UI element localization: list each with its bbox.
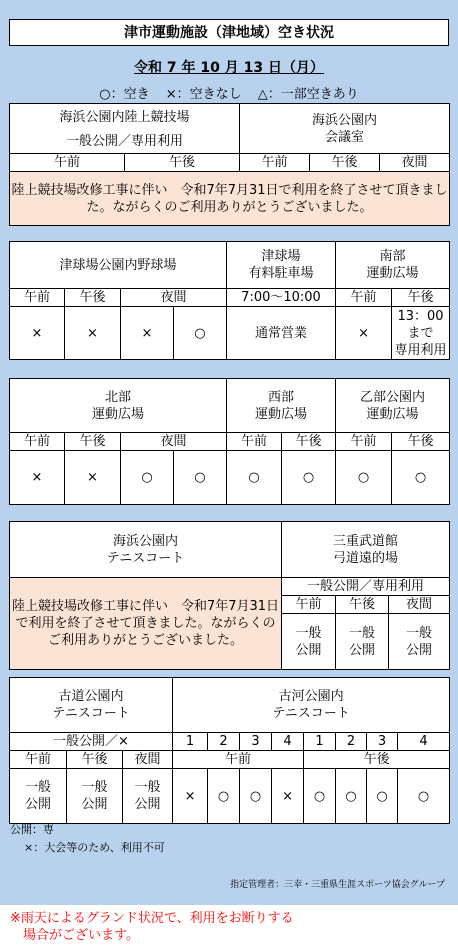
- slot-header: 午前: [282, 596, 336, 614]
- slot-header: 午前: [10, 154, 125, 172]
- legend: [0, 83, 458, 102]
- parking-hours: 7:00～10:00: [227, 289, 336, 307]
- status-cell: 一般 公開: [389, 614, 450, 670]
- status-cell: ○: [282, 451, 336, 505]
- facility-budokan: 三重武道館 弓道遠的場: [282, 522, 450, 578]
- facility-yakyujo: 津球場公園内野球場: [10, 242, 227, 289]
- slot-header: 午後: [65, 433, 121, 451]
- status-cell: ×: [10, 451, 65, 505]
- slot-header: 午後: [336, 596, 389, 614]
- slot-header: 午前: [10, 433, 65, 451]
- legend-available: ○：空き: [99, 87, 150, 102]
- court-number: 3: [240, 733, 272, 751]
- status-cell: ○: [121, 451, 174, 505]
- status-cell: ×: [65, 451, 121, 505]
- status-cell: ×: [272, 769, 304, 824]
- closure-notice: 陸上競技場改修工事に伴い 令和7年7月31日で利用を終了させて頂きました。ながらくのご利用ありがとうございました。: [10, 578, 282, 670]
- budokan-usage-type: 一般公開／専用利用: [282, 578, 450, 596]
- facility-kaigishitsu: 海浜公園内 会議室: [240, 104, 450, 154]
- status-cell: ×: [10, 307, 65, 360]
- status-cell: ○: [240, 769, 272, 824]
- slot-header: 夜間: [380, 154, 450, 172]
- status-cell: 一般 公開: [67, 769, 123, 824]
- block-kyujo: [9, 241, 450, 360]
- footnote-unavailable: ×：大会等のため、利用不可: [24, 841, 165, 854]
- slot-header: 午後: [392, 433, 450, 451]
- court-number: 4: [272, 733, 304, 751]
- block-tennis-kodo-furukawa: [9, 677, 450, 824]
- status-cell: 一般 公開: [282, 614, 336, 670]
- page-title: 津市運動施設（津地域）空き状況: [9, 19, 449, 46]
- court-number: 1: [173, 733, 208, 751]
- facility-furukawa-tennis: 古河公園内 テニスコート: [173, 678, 450, 733]
- slot-header: 午前: [227, 433, 282, 451]
- slot-header: 夜間: [389, 596, 450, 614]
- parking-status: 通常営業: [227, 307, 336, 360]
- manager-credit: 指定管理者：三幸・三重県生涯スポーツ協会グループ: [230, 880, 445, 890]
- rikujo-usage-type: 一般公開／専用利用: [10, 131, 240, 154]
- slot-header: 夜間: [121, 289, 227, 307]
- status-cell: ○: [208, 769, 240, 824]
- status-cell: 一般 公開: [10, 769, 67, 824]
- status-cell: 13：00まで 専用利用: [392, 307, 450, 360]
- status-cell: ×: [336, 307, 392, 360]
- slot-header: 午前: [10, 751, 67, 769]
- slot-header: 午後: [304, 751, 450, 769]
- legend-partial: △：一部空きあり: [257, 87, 359, 102]
- facility-kodo-tennis: 古道公園内 テニスコート: [10, 678, 173, 733]
- block-rikujo: [9, 103, 450, 226]
- facility-nanbu: 南部 運動広場: [336, 242, 450, 289]
- legend-full: ×：空きなし: [165, 87, 242, 102]
- status-cell: 一般 公開: [123, 769, 173, 824]
- slot-header: 午後: [282, 433, 336, 451]
- slot-header: 夜間: [121, 433, 227, 451]
- facility-rikujo: 海浜公園内陸上競技場: [10, 104, 240, 131]
- status-date: 令和 7 年 10 月 13 日（月）: [134, 60, 324, 76]
- status-cell: ○: [392, 451, 450, 505]
- status-cell: ○: [227, 451, 282, 505]
- facility-parking: 津球場 有料駐車場: [227, 242, 336, 289]
- court-number: 1: [304, 733, 336, 751]
- facility-otobe: 乙部公園内 運動広場: [336, 379, 450, 433]
- facility-seibu: 西部 運動広場: [227, 379, 336, 433]
- block-tennis-budokan: [9, 521, 450, 670]
- facility-kaihin-tennis: 海浜公園内 テニスコート: [10, 522, 282, 578]
- status-cell: ×: [121, 307, 174, 360]
- slot-header: 午後: [392, 289, 450, 307]
- kodo-usage-type: 一般公開／×: [10, 733, 173, 751]
- block-hiroba: [9, 378, 450, 505]
- slot-header: 午後: [125, 154, 240, 172]
- status-cell: ○: [398, 769, 450, 824]
- status-cell: ○: [336, 769, 367, 824]
- status-cell: ○: [336, 451, 392, 505]
- slot-header: 午後: [67, 751, 123, 769]
- footnote-public: 公開：専: [10, 823, 54, 836]
- court-number: 4: [398, 733, 450, 751]
- status-cell: 一般 公開: [336, 614, 389, 670]
- court-number: 2: [208, 733, 240, 751]
- status-cell: ×: [65, 307, 121, 360]
- status-cell: ×: [173, 769, 208, 824]
- rain-warning: ※雨天によるグランド状況で、利用をお断りする 場合がございます。: [10, 911, 294, 943]
- slot-header: 午前: [173, 751, 304, 769]
- slot-header: 午後: [310, 154, 380, 172]
- status-cell: ○: [304, 769, 336, 824]
- slot-header: 午前: [240, 154, 310, 172]
- facility-hokubu: 北部 運動広場: [10, 379, 227, 433]
- slot-header: 午後: [65, 289, 121, 307]
- slot-header: 午前: [10, 289, 65, 307]
- status-cell: ○: [367, 769, 398, 824]
- closure-notice: 陸上競技場改修工事に伴い 令和7年7月31日で利用を終了させて頂きました。ながらくのご利用ありがとうございました。: [10, 172, 450, 226]
- slot-header: 午前: [336, 289, 392, 307]
- slot-header: 午前: [336, 433, 392, 451]
- status-cell: ○: [174, 451, 227, 505]
- slot-header: 夜間: [123, 751, 173, 769]
- court-number: 2: [336, 733, 367, 751]
- status-cell: ○: [174, 307, 227, 360]
- court-number: 3: [367, 733, 398, 751]
